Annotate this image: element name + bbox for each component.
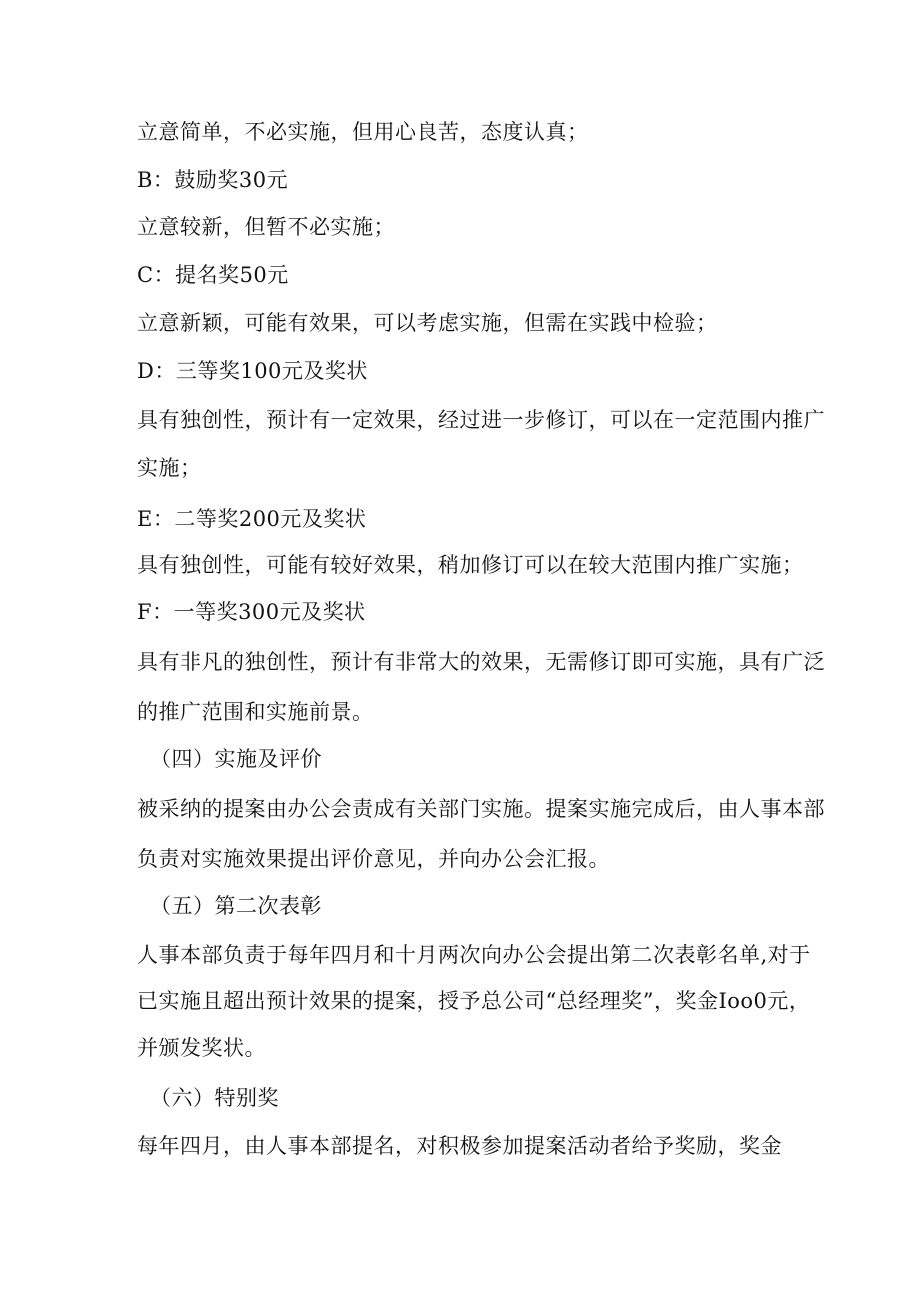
- text-line: 具有独创性，预计有一定效果，经过进一步修订，可以在一定范围内推广: [137, 408, 825, 432]
- award-b-heading: B：鼓励奖30元: [137, 168, 289, 192]
- text-line: 被采纳的提案由办公会责成有关部门实施。提案实施完成后，由人事本部: [137, 797, 825, 821]
- text-line: 的推广范围和实施前景。: [137, 700, 374, 724]
- section-heading: （五）第二次表彰: [150, 894, 322, 918]
- award-d-heading: D：三等奖100元及奖状: [137, 359, 368, 383]
- text-line: 人事本部负责于每年四月和十月两次向办公会提出第二次表彰名单,对于: [137, 943, 811, 967]
- text-line: 立意简单，不必实施，但用心良苦，态度认真；: [137, 120, 589, 144]
- award-f-heading: F：一等奖300元及奖状: [137, 600, 366, 624]
- award-c-heading: C：提名奖50元: [137, 263, 289, 287]
- text-line: 立意较新，但暂不必实施；: [137, 215, 395, 239]
- text-line: 已实施且超出预计效果的提案，授予总公司“总经理奖”，奖金Ioo0元，: [137, 989, 811, 1013]
- award-e-heading: E：二等奖200元及奖状: [137, 507, 367, 531]
- text-line: 具有独创性，可能有较好效果，稍加修订可以在较大范围内推广实施；: [137, 553, 804, 577]
- section-heading: （四）实施及评价: [150, 747, 322, 771]
- text-line: 具有非凡的独创性，预计有非常大的效果，无需修订即可实施，具有广泛: [137, 650, 825, 674]
- text-line: 负责对实施效果提出评价意见，并向办公会汇报。: [137, 847, 610, 871]
- text-line: 并颁发奖状。: [137, 1036, 266, 1060]
- text-line: 每年四月，由人事本部提名，对积极参加提案活动者给予奖励，奖金: [137, 1134, 782, 1158]
- section-heading: （六）特别奖: [150, 1086, 279, 1110]
- text-line: 实施；: [137, 456, 202, 480]
- text-line: 立意新颖，可能有效果，可以考虑实施，但需在实践中检验；: [137, 311, 718, 335]
